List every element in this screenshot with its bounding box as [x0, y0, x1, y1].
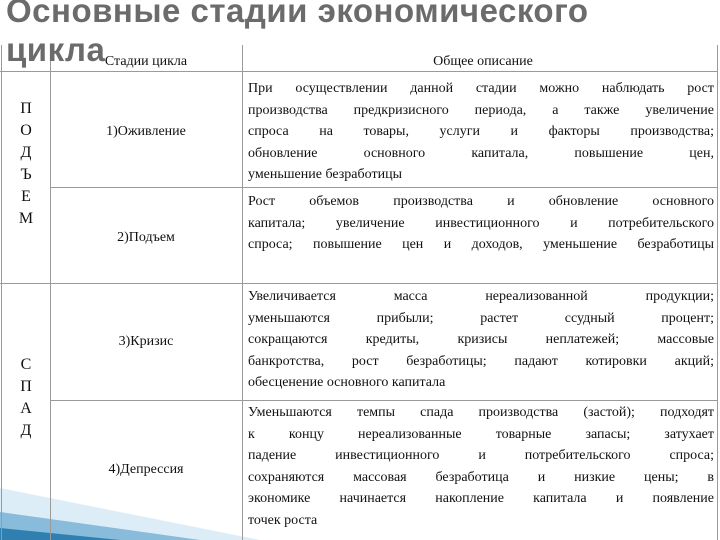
phase-letter: О [20, 122, 32, 139]
description-line: При осуществлении данной стадии можно наблюдать рост [248, 81, 714, 96]
description-line: капитала; увеличение инвестиционного и потребительского [248, 215, 714, 231]
phase-letter: Ъ [20, 166, 32, 183]
phase-letter: М [18, 210, 34, 227]
corner-decoration [0, 440, 260, 540]
phase-label-rise [2, 98, 50, 230]
title-line-1: Основные стадии экономического [6, 0, 589, 29]
description-crisis [248, 286, 714, 394]
description-line: уменьшаются прибыли; растет ссудный процент; [248, 310, 714, 326]
stage-crisis: 3)Кризис [118, 334, 174, 349]
phase-letter: С [20, 356, 32, 373]
description-line: сокращаются кредиты, кризисы неплатежей; массовые [248, 332, 714, 347]
description-line: Рост объемов производства и обновление основного [248, 194, 714, 209]
stage-depression: 4)Депрессия [108, 462, 184, 477]
phase-letter: Д [20, 144, 32, 161]
title-line-2: цикла [6, 31, 106, 68]
phase-label-decline [2, 354, 50, 442]
description-line: к концу нереализованные товарные запасы; затухает [248, 426, 714, 442]
phase-letter: Е [21, 188, 31, 205]
description-line: Уменьшаются темпы спада производства (застой); подходят [248, 405, 714, 420]
header-description: Общее описание [433, 54, 533, 69]
description-line: экономике начинается накопление капитала и появление [248, 491, 714, 506]
phase-letter: Д [20, 422, 32, 439]
description-line: спроса; повышение цен и доходов, уменьшение безработицы [248, 237, 714, 252]
description-recovery [248, 78, 714, 186]
row-divider-3 [50, 400, 718, 401]
description-line: сохраняются массовая безработица и низкие цены; в [248, 469, 714, 485]
description-line: производства предкризисного периода, а также увеличение [248, 102, 714, 118]
description-line: точек роста [248, 512, 318, 528]
description-line: банкротства, рост безработицы; падают котировки акций; [248, 353, 714, 369]
table-right-border [717, 45, 718, 540]
description-line: падение инвестиционного и потребительского спроса; [248, 448, 714, 463]
description-boom [248, 191, 714, 256]
stage-column-right-border [242, 45, 243, 540]
header-stage: Стадии цикла [104, 54, 188, 69]
phase-divider [0, 283, 718, 284]
phase-letter: П [20, 378, 32, 395]
stage-boom: 2)Подъем [117, 230, 175, 245]
phase-column-right-border [50, 45, 51, 540]
phase-letter: П [20, 100, 32, 117]
description-line: спроса на товары, услуги и факторы производства; [248, 124, 714, 139]
description-line: Увеличивается масса нереализованной продукции; [248, 289, 714, 304]
description-line: обновление основного капитала, повышение цен, [248, 145, 714, 161]
phase-letter: А [20, 400, 32, 417]
row-divider-1 [50, 187, 718, 188]
description-line: обесценение основного капитала [248, 375, 446, 390]
description-depression [248, 402, 714, 531]
stage-recovery: 1)Оживление [106, 124, 186, 139]
description-line: уменьшение безработицы [248, 167, 402, 182]
